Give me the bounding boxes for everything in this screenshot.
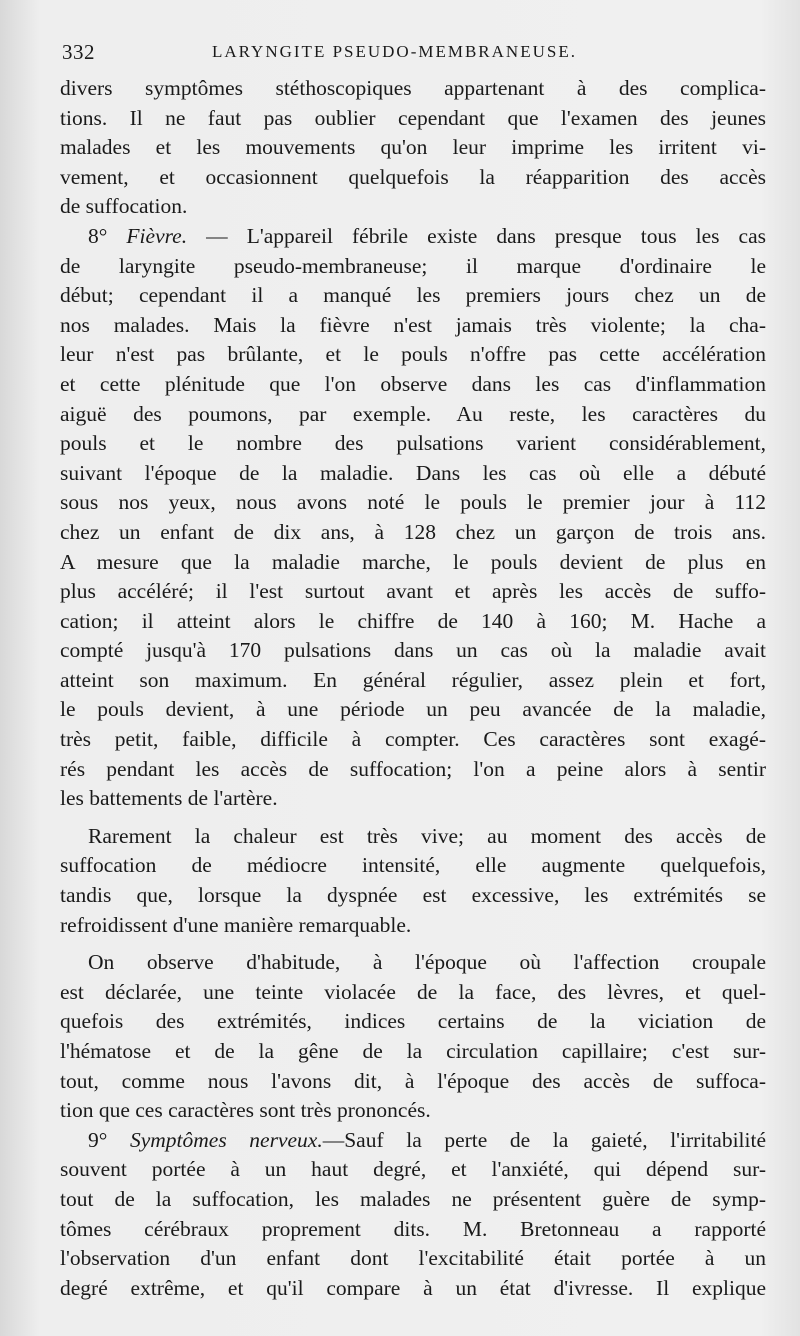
text-line: suivant l'époque de la maladie. Dans les cas où elle a débuté	[60, 460, 766, 485]
section-heading: Fièvre.	[126, 223, 188, 248]
text-line: tion que ces caractères sont très prononcés.	[60, 1098, 431, 1123]
text-line: chez un enfant de dix ans, à 128 chez un garçon de trois ans.	[60, 519, 766, 544]
text-line: Rarement la chaleur est très vive; au moment des accès de	[88, 823, 766, 848]
page-header	[62, 40, 760, 68]
text-line: tout, comme nous l'avons dit, à l'époque des accès de suffoca-	[60, 1068, 766, 1093]
text-line	[60, 222, 766, 252]
text-line: le pouls devient, à une période un peu avancée de la maladie,	[60, 697, 766, 722]
text-line: On observe d'habitude, à l'époque où l'affection croupale	[88, 950, 766, 975]
text-line: est déclarée, une teinte violacée de la face, des lèvres, et quel-	[60, 979, 766, 1004]
text-line: vement, et occasionnent quelquefois la réapparition des accès	[60, 164, 766, 189]
text-line: de suffocation.	[60, 194, 188, 219]
section-heading: Symptômes nerveux.	[129, 1127, 323, 1152]
section-number: 9°	[88, 1127, 108, 1152]
text-line: les battements de l'artère.	[60, 786, 278, 811]
paragraph-symptomes-nerveux	[60, 1126, 766, 1304]
text-line: nos malades. Mais la fièvre n'est jamais très violente; la cha-	[60, 312, 766, 337]
text-line: pouls et le nombre des pulsations varient considérablement,	[60, 431, 766, 456]
text-line: début; cependant il a manqué les premiers jours chez un de	[60, 283, 766, 308]
text-run: —Sauf la perte de la gaieté, l'irritabilité	[322, 1127, 767, 1152]
text-line: divers symptômes stéthoscopiques appartenant à des complica-	[60, 76, 766, 100]
text-line: refroidissent d'une manière remarquable.	[60, 912, 412, 937]
paragraph-fievre	[60, 222, 766, 814]
text-line: tout de la suffocation, les malades ne présentent guère de symp-	[60, 1186, 766, 1211]
text-line: A mesure que la maladie marche, le pouls devient de plus en	[60, 549, 766, 574]
text-line: sous nos yeux, nous avons noté le pouls le premier jour à 112	[60, 490, 766, 515]
paragraph	[60, 74, 766, 222]
text-line: tions. Il ne faut pas oublier cependant que l'examen des jeunes	[60, 105, 766, 130]
text-line: de laryngite pseudo-membraneuse; il marque d'ordinaire le	[60, 253, 766, 278]
text-line: compté jusqu'à 170 pulsations dans un cas où la maladie avait	[60, 638, 766, 663]
text-line: tômes cérébraux proprement dits. M. Bretonneau a rapporté	[60, 1216, 766, 1241]
section-number: 8°	[88, 223, 108, 248]
paragraph	[60, 948, 766, 1126]
text-line: degré extrême, et qu'il compare à un état d'ivresse. Il explique	[60, 1275, 766, 1300]
text-line: leur n'est pas brûlante, et le pouls n'offre pas cette accélération	[60, 342, 766, 367]
text-line: quefois des extrémités, indices certains de la viciation de	[60, 1009, 766, 1034]
text-line: atteint son maximum. En général régulier, assez plein et fort,	[60, 667, 766, 692]
text-line: très petit, faible, difficile à compter. Ces caractères sont exagé-	[60, 727, 766, 752]
text-line: suffocation de médiocre intensité, elle augmente quelquefois,	[60, 853, 766, 878]
text-line: cation; il atteint alors le chiffre de 140 à 160; M. Hache a	[60, 608, 766, 633]
running-title: LARYNGITE PSEUDO-MEMBRANEUSE.	[212, 42, 577, 61]
text-line: l'hématose et de la gêne de la circulation capillaire; c'est sur-	[60, 1039, 766, 1063]
text-line: tandis que, lorsque la dyspnée est excessive, les extrémités se	[60, 883, 766, 908]
paragraph	[60, 822, 766, 940]
text-run: — L'appareil fébrile existe dans presque tous les cas	[187, 223, 766, 248]
body-text	[60, 74, 766, 1303]
text-line: malades et les mouvements qu'on leur imprime les irritent vi-	[60, 135, 766, 160]
text-line: aiguë des poumons, par exemple. Au reste, les caractères du	[60, 401, 766, 426]
text-line	[60, 1126, 766, 1156]
text-line: l'observation d'un enfant dont l'excitabilité était portée à un	[60, 1246, 766, 1271]
page-number: 332	[62, 40, 95, 64]
text-line: rés pendant les accès de suffocation; l'on a peine alors à sentir	[60, 756, 766, 781]
text-line: souvent portée à un haut degré, et l'anxiété, qui dépend sur-	[60, 1157, 766, 1182]
text-line: et cette plénitude que l'on observe dans les cas d'inflammation	[60, 371, 766, 396]
text-line: plus accéléré; il l'est surtout avant et après les accès de suffo-	[60, 579, 766, 604]
